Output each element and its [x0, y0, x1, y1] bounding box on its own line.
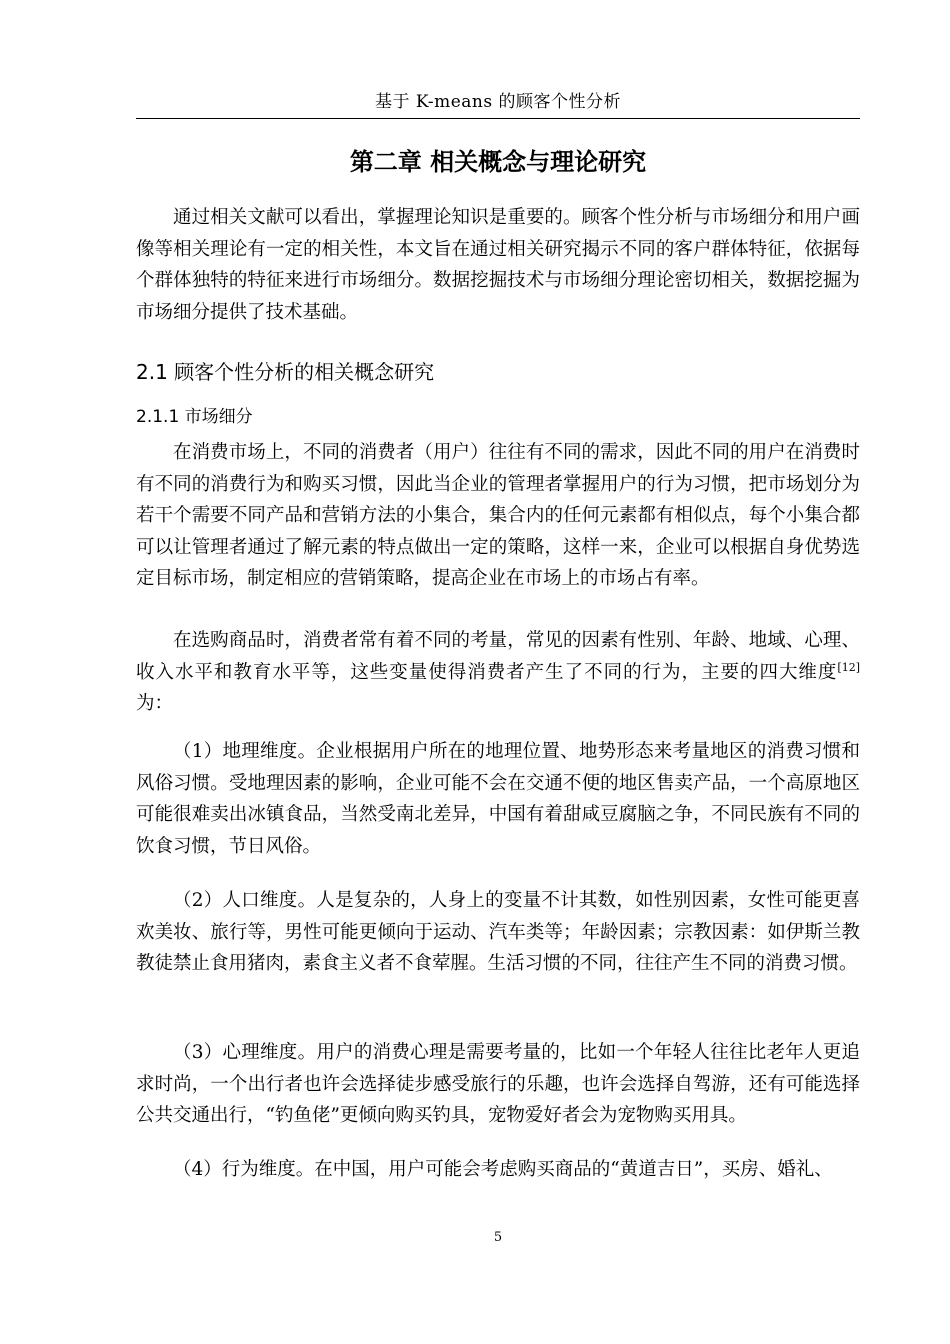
factors-text: 在选购商品时，消费者常有着不同的考量，常见的因素有性别、年龄、地域、心理、收入水平和教育水平等，这些变量使得消费者产生了不同的行为，主要的四大维度	[136, 630, 860, 683]
running-header: 基于 K-means 的顾客个性分析	[136, 92, 860, 119]
behavioral-dimension-paragraph: （4）行为维度。在中国，用户可能会考虑购买商品的“黄道吉日”，买房、婚礼、	[173, 1159, 833, 1180]
psychographic-dimension-paragraph: （3）心理维度。用户的消费心理是需要考量的，比如一个年轻人往往比老年人更追求时尚，一个出行者也许会选择徒步感受旅行的乐趣，也许会选择自驾游，还有可能选择公共交通出行，“钓鱼佬”更倾向购买钓具，宠物爱好者会为宠物购买用具。	[136, 1042, 860, 1126]
geographic-dimension-paragraph: （1）地理维度。企业根据用户所在的地理位置、地势形态来考量地区的消费习惯和风俗习惯。受地理因素的影响，企业可能不会在交通不便的地区售卖产品，一个高原地区可能很难卖出冰镇食品，当然受南北差异，中国有着甜咸豆腐脑之争，不同民族有不同的饮食习惯，节日风俗。	[136, 741, 860, 857]
demographic-dimension-paragraph: （2）人口维度。人是复杂的，人身上的变量不计其数，如性别因素，女性可能更喜欢美妆、旅行等，男性可能更倾向于运动、汽车类等；年龄因素；宗教因素：如伊斯兰教教徒禁止食用猪肉，素食主义者不食荤腥。生活习惯的不同，往往产生不同的消费习惯。	[136, 890, 860, 974]
section-heading: 2.1 顾客个性分析的相关概念研究	[136, 360, 435, 384]
market-segmentation-paragraph: 在消费市场上，不同的消费者（用户）往往有不同的需求，因此不同的用户在消费时有不同的消费行为和购买习惯，因此当企业的管理者掌握用户的行为习惯，把市场划分为若干个需要不同产品和营销方法的小集合，集合内的任何元素都有相似点，每个小集合都可以让管理者通过了解元素的特点做出一定的策略，这样一来，企业可以根据自身优势选定目标市场，制定相应的营销策略，提高企业在市场上的市场占有率。	[136, 442, 860, 589]
chapter-title: 第二章 相关概念与理论研究	[349, 148, 647, 176]
page-number: 5	[493, 1230, 503, 1245]
factors-text-end: 为：	[136, 693, 174, 714]
factors-paragraph	[136, 625, 860, 720]
subsection-heading: 2.1.1 市场细分	[136, 407, 253, 427]
intro-paragraph: 通过相关文献可以看出，掌握理论知识是重要的。顾客个性分析与市场细分和用户画像等相关理论有一定的相关性，本文旨在通过相关研究揭示不同的客户群体特征，依据每个群体独特的特征来进行市场细分。数据挖掘技术与市场细分理论密切相关，数据挖掘为市场细分提供了技术基础。	[136, 207, 860, 323]
citation-ref: [12]	[837, 660, 860, 674]
